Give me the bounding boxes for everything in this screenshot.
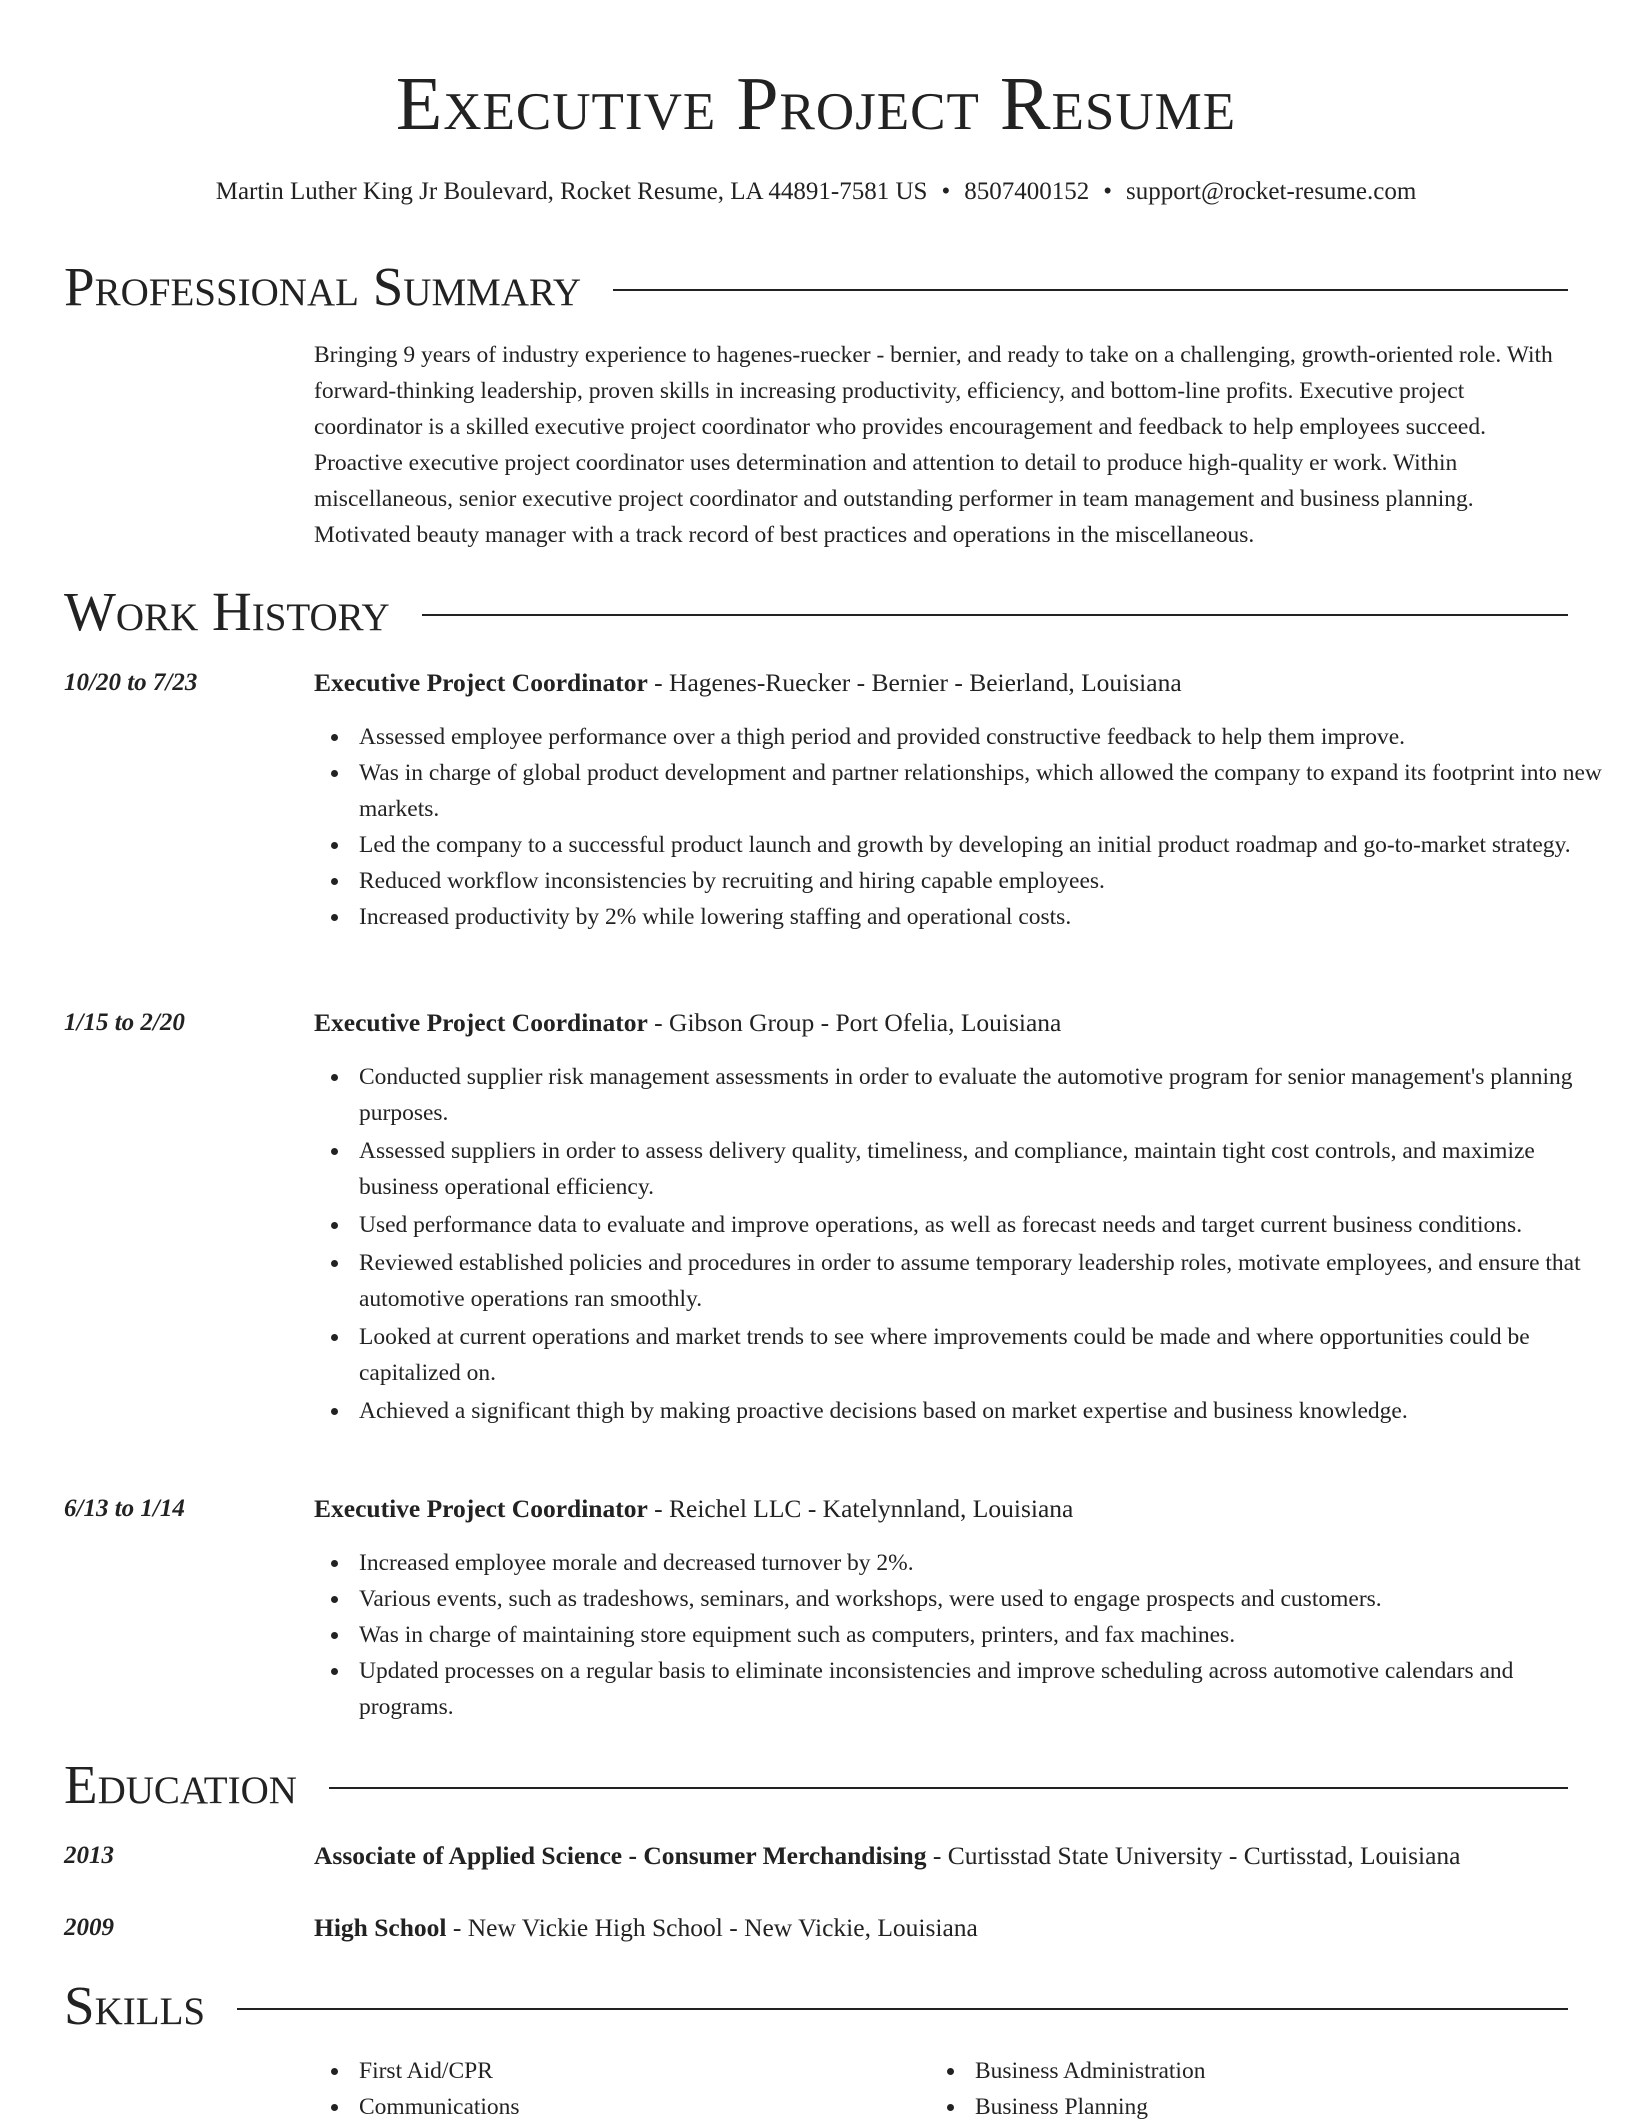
resume-title: Executive Project Resume <box>395 62 1237 146</box>
list-item: Was in charge of global product development and partner relationships, which allowed the company to expand its footprint into new markets. <box>359 755 1613 827</box>
section-header-education <box>64 1750 1568 1820</box>
job-heading <box>314 1489 1568 1529</box>
education-degree: Associate of Applied Science - Consumer Merchandising <box>314 1841 927 1870</box>
list-item: Assessed employee performance over a thigh period and provided constructive feedback to help them improve. <box>359 719 1613 755</box>
job-dates: 10/20 to 7/23 <box>64 669 198 696</box>
list-item: Various events, such as tradeshows, seminars, and workshops, were used to engage prospects and customers. <box>359 1581 1613 1617</box>
section-divider <box>237 2008 1568 2010</box>
job-dates: 6/13 to 1/14 <box>64 1495 185 1522</box>
section-divider <box>329 1787 1568 1789</box>
education-details: - Curtisstad State University - Curtisstad, Louisiana <box>926 1841 1461 1870</box>
contact-separator: • <box>941 178 951 205</box>
education-details: - New Vickie High School - New Vickie, Louisiana <box>446 1913 978 1942</box>
job-dates: 1/15 to 2/20 <box>64 1009 185 1036</box>
contact-email[interactable]: support@rocket-resume.com <box>1125 178 1417 205</box>
list-item: Used performance data to evaluate and improve operations, as well as forecast needs and target current business conditions. <box>359 1207 1613 1243</box>
contact-address: Martin Luther King Jr Boulevard, Rocket Resume, LA 44891-7581 US <box>215 178 928 205</box>
job-bullet-list <box>314 1545 1613 1725</box>
section-title-summary: Professional Summary <box>64 256 582 317</box>
skill-item: Business Planning <box>975 2089 1535 2125</box>
education-degree: High School <box>314 1913 447 1942</box>
job-heading <box>314 663 1568 703</box>
summary-text: Bringing 9 years of industry experience to hagenes-ruecker - bernier, and ready to take on a challenging, growth-oriented role. With forward-thinking leadership, proven skills in increasing productivity, efficiency, and bottom-line profits. Executive project coordinator is a skilled executive project coordinator who provides encouragement and feedback to help employees succeed. Proactive executive project coordinator uses determination and attention to detail to produce high-quality er work. Within miscellaneous, senior executive project coordinator and outstanding performer in team management and business planning. Motivated beauty manager with a track record of best practices and operations in the miscellaneous. <box>314 342 1553 548</box>
education-year: 2009 <box>64 1914 114 1941</box>
job-details: - Hagenes-Ruecker - Bernier - Beierland, Louisiana <box>647 668 1182 697</box>
job-bullet-list <box>314 719 1613 935</box>
list-item: Looked at current operations and market trends to see where improvements could be made and where opportunities could be capitalized on. <box>359 1319 1613 1391</box>
section-divider <box>422 614 1568 616</box>
section-title-work-history: Work History <box>64 581 390 642</box>
job-details: - Gibson Group - Port Ofelia, Louisiana <box>647 1008 1062 1037</box>
contact-phone[interactable]: 8507400152 <box>964 178 1090 205</box>
skills-list-right <box>930 2053 1535 2125</box>
skills-list-left <box>314 2053 919 2125</box>
job-title: Executive Project Coordinator <box>314 668 648 697</box>
section-title-skills: Skills <box>64 1975 206 2036</box>
list-item: Conducted supplier risk management assessments in order to evaluate the automotive program for senior management's planning purposes. <box>359 1059 1613 1131</box>
section-divider <box>613 289 1568 291</box>
skill-item: First Aid/CPR <box>359 2053 919 2089</box>
education-year: 2013 <box>64 1842 114 1869</box>
list-item: Updated processes on a regular basis to eliminate inconsistencies and improve scheduling across automotive calendars and programs. <box>359 1653 1613 1725</box>
section-title-education: Education <box>64 1754 297 1815</box>
job-details: - Reichel LLC - Katelynnland, Louisiana <box>647 1494 1074 1523</box>
list-item: Assessed suppliers in order to assess delivery quality, timeliness, and compliance, maintain tight cost controls, and maximize business operational efficiency. <box>359 1133 1613 1205</box>
education-heading <box>314 1908 1568 1948</box>
job-title: Executive Project Coordinator <box>314 1494 648 1523</box>
list-item: Increased employee morale and decreased turnover by 2%. <box>359 1545 1613 1581</box>
education-heading <box>314 1836 1568 1876</box>
list-item: Increased productivity by 2% while lowering staffing and operational costs. <box>359 899 1613 935</box>
job-heading <box>314 1003 1568 1043</box>
list-item: Led the company to a successful product launch and growth by developing an initial product roadmap and go-to-market strategy. <box>359 827 1613 863</box>
contact-separator: • <box>1103 178 1112 205</box>
list-item: Reduced workflow inconsistencies by recruiting and hiring capable employees. <box>359 863 1613 899</box>
section-header-skills <box>64 1971 1568 2041</box>
list-item: Achieved a significant thigh by making proactive decisions based on market expertise and business knowledge. <box>359 1393 1613 1429</box>
list-item: Was in charge of maintaining store equipment such as computers, printers, and fax machines. <box>359 1617 1613 1653</box>
section-header-summary <box>64 252 1568 322</box>
skill-item: Business Administration <box>975 2053 1535 2089</box>
skill-item: Communications <box>359 2089 919 2125</box>
section-header-work-history <box>64 577 1568 647</box>
job-title: Executive Project Coordinator <box>314 1008 648 1037</box>
job-bullet-list <box>314 1059 1613 1431</box>
contact-line <box>0 172 1632 212</box>
list-item: Reviewed established policies and procedures in order to assume temporary leadership roles, motivate employees, and ensure that automotive operations ran smoothly. <box>359 1245 1613 1317</box>
